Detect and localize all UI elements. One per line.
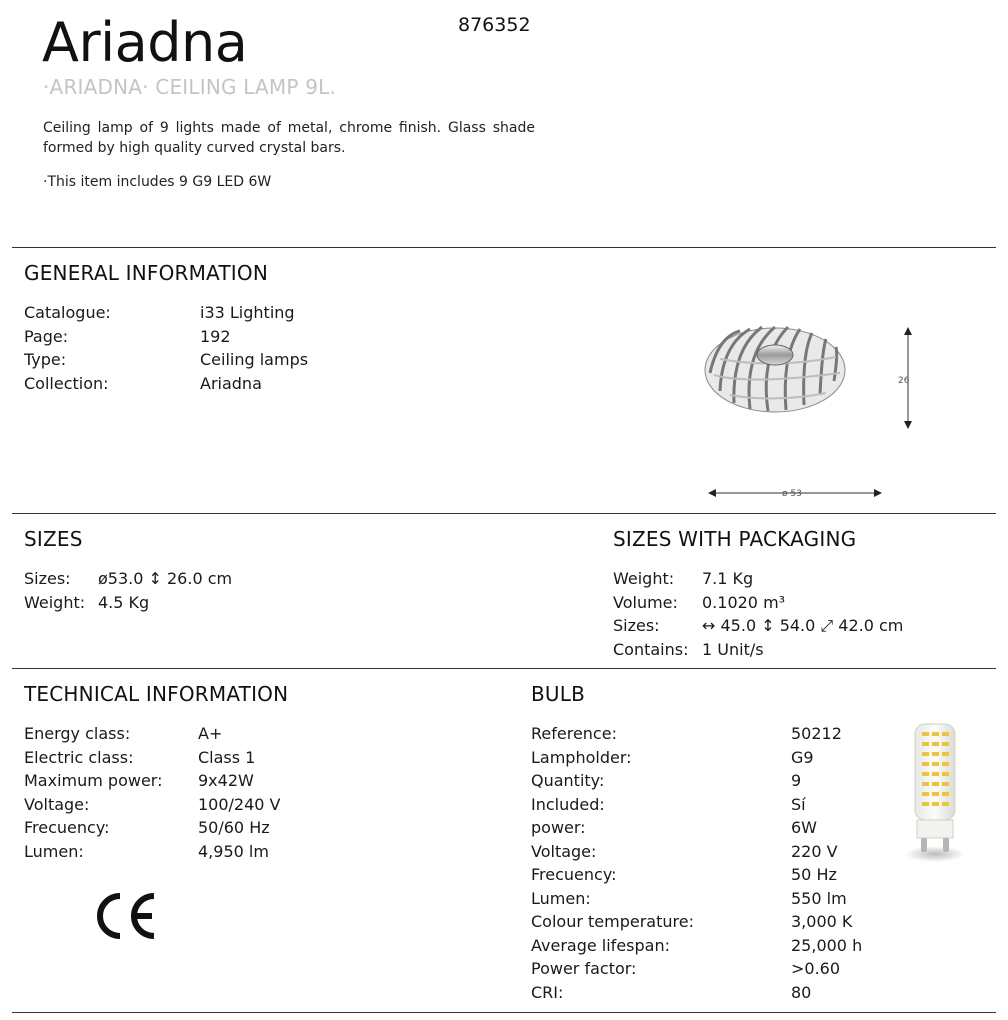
row-label: Frecuency: — [24, 818, 110, 837]
bulb-row-colour-temperature — [531, 910, 862, 934]
bulb-row-lifespan — [531, 934, 862, 958]
technical-row-voltage — [24, 793, 281, 817]
row-label: Catalogue: — [24, 303, 111, 322]
bulb-row-lumen — [531, 887, 862, 911]
row-value: i33 Lighting — [200, 303, 295, 322]
bulb-row-lampholder — [531, 746, 862, 770]
general-row-page — [24, 325, 308, 349]
row-label: Energy class: — [24, 724, 131, 743]
row-value: 6W — [791, 818, 817, 837]
row-value: ↔ 45.0 ↕ 54.0 ⤢ 42.0 cm — [702, 616, 904, 635]
ce-mark-icon — [92, 892, 158, 940]
row-value: 220 V — [791, 841, 838, 861]
row-label: power: — [531, 818, 586, 837]
row-label: Collection: — [24, 373, 109, 393]
sizes-row-weight — [24, 591, 232, 615]
product-title: Ariadna — [42, 11, 248, 74]
product-subtitle: ·ARIADNA· CEILING LAMP 9L. — [43, 75, 337, 99]
product-description: Ceiling lamp of 9 lights made of metal, chrome finish. Glass shade formed by high quality curved crystal bars. — [43, 120, 535, 156]
row-value: 3,000 K — [791, 912, 853, 931]
bulb-heading: BULB — [531, 682, 586, 706]
row-label: Weight: — [613, 569, 675, 588]
technical-row-frequency — [24, 816, 281, 840]
technical-heading: TECHNICAL INFORMATION — [24, 682, 289, 706]
row-value: A+ — [198, 724, 223, 743]
bulb-row-quantity — [531, 769, 862, 793]
packaging-heading: SIZES WITH PACKAGING — [613, 527, 857, 551]
sizes-list — [24, 567, 232, 614]
row-label: Contains: — [613, 639, 689, 659]
lamp-dimension-drawing — [690, 315, 930, 505]
general-row-catalogue — [24, 301, 308, 325]
product-reference: 876352 — [458, 14, 531, 36]
row-value: Class 1 — [198, 747, 256, 767]
height-dimension-label: 26 — [898, 376, 910, 386]
sizes-heading: SIZES — [24, 527, 83, 551]
divider — [12, 668, 996, 669]
row-value: 1 Unit/s — [702, 639, 764, 659]
technical-row-energy-class — [24, 722, 281, 746]
row-value: Sí — [791, 794, 806, 814]
packaging-row-volume — [613, 591, 903, 615]
bulb-list — [531, 722, 862, 1004]
divider — [12, 1012, 996, 1013]
general-row-collection — [24, 372, 308, 396]
row-value: >0.60 — [791, 959, 841, 978]
row-value: 100/240 V — [198, 794, 281, 814]
row-value: G9 — [791, 747, 814, 767]
bulb-row-included — [531, 793, 862, 817]
row-label: Lumen: — [24, 841, 84, 861]
row-value: 25,000 h — [791, 935, 863, 955]
row-value: 50212 — [791, 724, 842, 743]
row-value: 50 Hz — [791, 865, 837, 884]
row-label: Colour temperature: — [531, 912, 694, 931]
row-label: Sizes: — [613, 616, 660, 635]
row-value: 4.5 Kg — [98, 592, 150, 612]
row-label: CRI: — [531, 982, 564, 1002]
packaging-row-contains — [613, 638, 903, 662]
row-value: Ceiling lamps — [200, 350, 309, 369]
row-label: Sizes: — [24, 569, 71, 588]
row-label: Voltage: — [531, 841, 597, 861]
row-label: Weight: — [24, 592, 86, 612]
row-label: Frecuency: — [531, 865, 617, 884]
row-label: Type: — [24, 350, 67, 369]
diameter-dimension-label: ø 53 — [782, 489, 802, 499]
divider — [12, 247, 996, 248]
row-value: 50/60 Hz — [198, 818, 270, 837]
diameter-dimension — [708, 489, 882, 499]
divider — [12, 513, 996, 514]
packaging-row-weight — [613, 567, 903, 591]
height-dimension — [898, 327, 912, 429]
row-label: Power factor: — [531, 959, 637, 978]
bulb-row-frequency — [531, 863, 862, 887]
general-row-type — [24, 348, 308, 372]
technical-row-max-power — [24, 769, 281, 793]
sizes-row-dimensions — [24, 567, 232, 591]
ceiling-lamp-icon — [705, 327, 845, 412]
g9-led-bulb-icon — [900, 716, 970, 866]
technical-row-electric-class — [24, 746, 281, 770]
packaging-row-sizes — [613, 614, 903, 638]
row-value: 0.1020 m³ — [702, 592, 786, 612]
row-label: Electric class: — [24, 747, 134, 767]
row-value: 4,950 lm — [198, 841, 269, 861]
row-value: ø53.0 ↕ 26.0 cm — [98, 569, 233, 588]
row-label: Lumen: — [531, 888, 591, 908]
row-value: 80 — [791, 982, 812, 1002]
row-label: Voltage: — [24, 794, 90, 814]
row-value: 192 — [200, 326, 231, 346]
technical-row-lumen — [24, 840, 281, 864]
row-label: Reference: — [531, 724, 617, 743]
bulb-row-reference — [531, 722, 862, 746]
product-includes: ·This item includes 9 G9 LED 6W — [43, 174, 272, 190]
bulb-row-power — [531, 816, 862, 840]
row-value: Ariadna — [200, 373, 262, 393]
general-info-list — [24, 301, 308, 395]
bulb-row-cri — [531, 981, 862, 1005]
row-value: 9x42W — [198, 771, 254, 790]
technical-list — [24, 722, 281, 863]
packaging-list — [613, 567, 903, 661]
row-label: Lampholder: — [531, 747, 632, 767]
row-label: Quantity: — [531, 771, 605, 790]
row-label: Included: — [531, 794, 605, 814]
row-label: Maximum power: — [24, 771, 163, 790]
row-label: Page: — [24, 326, 69, 346]
row-label: Average lifespan: — [531, 935, 670, 955]
row-value: 7.1 Kg — [702, 569, 754, 588]
general-heading: GENERAL INFORMATION — [24, 261, 269, 285]
row-label: Volume: — [613, 592, 678, 612]
bulb-row-power-factor — [531, 957, 862, 981]
row-value: 550 lm — [791, 888, 847, 908]
row-value: 9 — [791, 771, 802, 790]
bulb-row-voltage — [531, 840, 862, 864]
